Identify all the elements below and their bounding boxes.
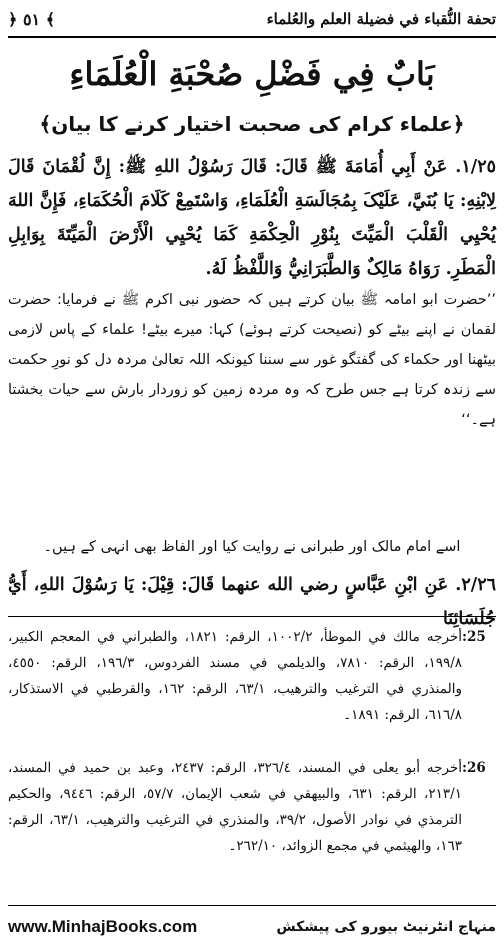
page-header [8, 4, 496, 34]
page-footer [8, 910, 496, 944]
footnote-rule [8, 616, 496, 617]
presented-by: منہاج انٹرنیٹ بیورو کی پیشکش [276, 919, 496, 935]
website-link[interactable]: www.MinhajBooks.com [8, 917, 198, 936]
hadith-1-urdu: ’’حضرت ابو امامہ ﷺ بیان کرتے ہیں کہ حضور نبی اکرم ﷺ نے فرمایا: حضرت لقمان نے اپنے بیٹے کو (نصیحت کرتے ہوئے) کہا: میرے بیٹے! علماء کے پاس لازمی بیٹھنا اور حکماء کی گفتگو غور سے سننا کیونکہ اللہ تعالیٰ مردہ دل کو نورِ حکمت سے زندہ کرتا ہے جس طرح کہ وہ مردہ زمین کو زوردار بارش سے حیات بخشتا ہے۔‘‘ [8, 292, 496, 428]
footnote-26-number: :26 [462, 760, 486, 776]
footer-rule [8, 905, 496, 906]
footnote-26-text: أخرجه أبو يعلى في المسند، ٣٢٦/٤، الرقم: ٢٤٣٧، وعبد بن حميد في المسند، ٢١٣/١، الرقم: ٦٣١، والبيهقي في شعب الإيمان، ٥٧/٧، الرقم: ٩٤٤٦، والحكيم الترمذي في نوادر الأصول، ٣٩/٢، والمنذري في الترغيب والترهيب، ٦٣/١، الرقم: ١٦٣، والهيثمي في مجمع الزوائد، ٢٦٢/١٠۔ [8, 760, 462, 854]
hadith-1-arabic: ١/٢٥. عَنْ أَبِي أُمَامَةَ ﷺ قَالَ: قَالَ رَسُوْلُ اللهِ ﷺ: إِنَّ لُقْمَانَ قَالَ لِابْنِهِ: يَا بُنَيَّ، عَلَيْکَ بِمُجَالَسَةِ الْعُلَمَاءِ، وَاسْتَمِعْ کَلَامَ الْحُکَمَاءِ، فَإِنَّ اللهَ يُحْيِي الْقَلْبَ الْمَيِّتَ بِنُوْرِ الْحِکْمَةِ کَمَا يُحْيِي الْأَرْضَ الْمَيِّتَةَ بِوَابِلِ الْمَطَرِ. رَوَاهُ مَالِکٌ وَالطَّبَرَانِيُّ وَاللَّفْظُ لَهُ. [8, 157, 496, 279]
book-title: تحفة النُّقباء في فضيلة العلم والعُلماء [266, 10, 496, 28]
footnote-26 [8, 755, 496, 859]
header-rule [8, 36, 496, 38]
footnote-25-text: أخرجه مالك في الموطأ، ١٠٠٢/٢، الرقم: ١٨٢١، والطبراني في المعجم الكبير، ١٩٩/٨، الرقم: ٧٨١٠، والديلمي في مسند الفردوس، ١٩٦/٣، الرقم: ٤٥٥٠، والمنذري في الترغيب والترهيب، ٦٣/١، الرقم: ١٦٢، والقرطبي في الاستذكار، ٦١٦/٨، الرقم: ١٨٩١۔ [8, 629, 463, 723]
page-number: ﴿ ٥١ ﴾ [8, 9, 56, 29]
hadith-2-arabic: ٢/٢٦. عَنِ ابْنِ عَبَّاسٍ رضي الله عنهما قَالَ: قِيْلَ: يَا رَسُوْلَ اللهِ، أَيُّ جُلَسَائِنَا [8, 575, 496, 629]
chapter-title: بَابٌ فِي فَضْلِ صُحْبَةِ الْعُلَمَاءِ [69, 55, 435, 93]
footnote-25-number: :25 [462, 629, 486, 645]
footnote-25 [8, 624, 496, 728]
hadith-1-narration: اسے امام مالک اور طبرانی نے روایت کیا اور الفاظ بھی انہی کے ہیں۔ [43, 539, 461, 555]
chapter-subtitle: ﴿علماء کرام کی صحبت اختیار کرنے کا بیان﴾ [39, 112, 465, 136]
